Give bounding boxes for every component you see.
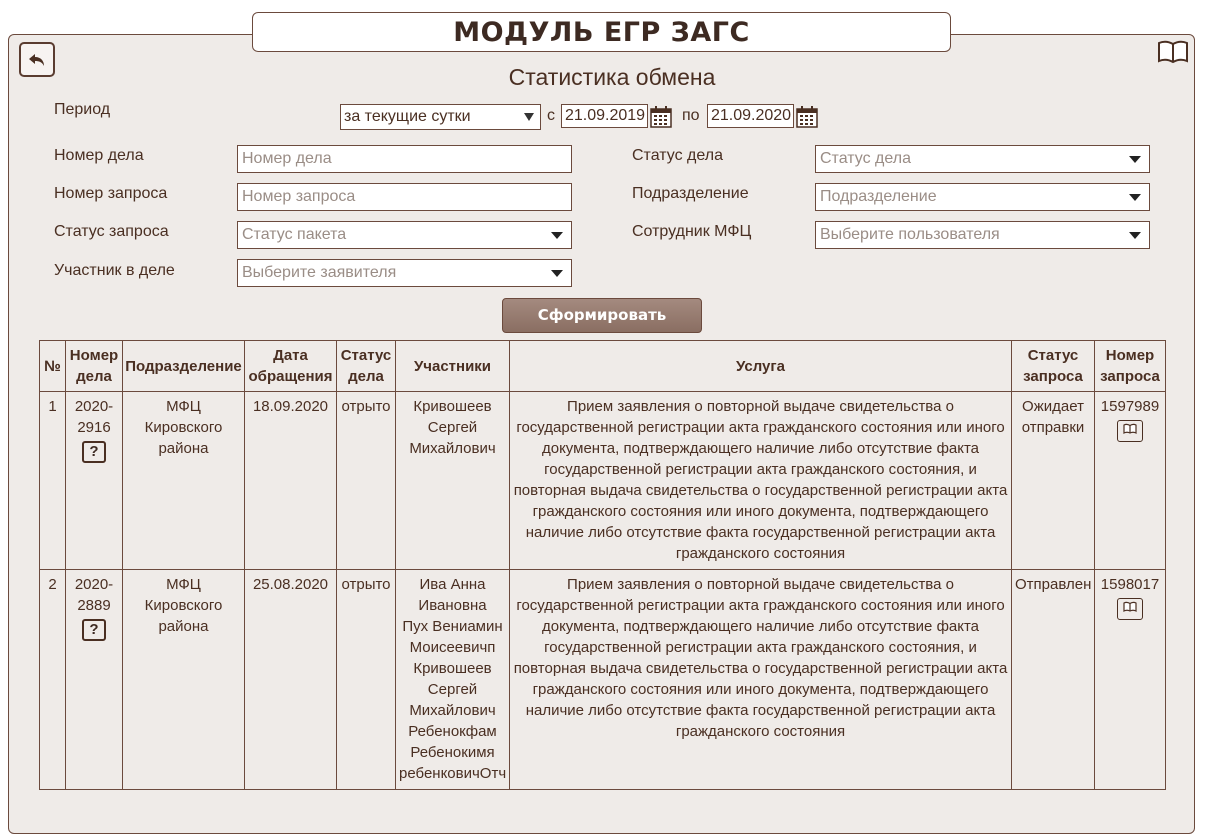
- participant-line: Сергей: [427, 419, 478, 436]
- participant-line: Ивановна: [418, 597, 487, 614]
- period-label: Период: [54, 101, 111, 118]
- header-case-number: Номер дела: [66, 341, 123, 392]
- table-header-row: [40, 341, 1166, 392]
- cell-division: МФЦ Кировского района: [123, 570, 245, 790]
- participant-line: Кривошеев: [413, 660, 492, 677]
- period-select[interactable]: за текущие сутки: [340, 104, 541, 130]
- book-icon: [1123, 423, 1137, 434]
- cell-num: 2: [40, 570, 66, 790]
- case-number-text: 2020-2916: [74, 398, 114, 436]
- cell-request-number: [1095, 570, 1166, 790]
- participant-line: Ребенокфам: [408, 723, 497, 740]
- participant-line: Ребенокимя: [410, 744, 495, 761]
- cell-case-status: отрыто: [337, 570, 396, 790]
- to-date-input[interactable]: 21.09.2020: [707, 104, 794, 128]
- participant-line: Ива Анна: [419, 576, 486, 593]
- header-num: №: [40, 341, 66, 392]
- table-row: [40, 570, 1166, 790]
- question-icon[interactable]: ?: [82, 441, 106, 463]
- header-division: Подразделение: [123, 341, 245, 392]
- participant-label: Участник в деле: [54, 262, 175, 279]
- header-request-status: Статус запроса: [1012, 341, 1095, 392]
- book-icon: [1156, 38, 1190, 66]
- participant-select[interactable]: Выберите заявителя: [237, 259, 572, 287]
- cell-participants: [396, 392, 510, 570]
- participant-line: Моисеевичп: [409, 639, 496, 656]
- header-request-number: Номер запроса: [1095, 341, 1166, 392]
- help-book-button[interactable]: [1156, 38, 1190, 66]
- case-status-select[interactable]: Статус дела: [815, 145, 1150, 173]
- cell-date: 25.08.2020: [245, 570, 337, 790]
- header-service: Услуга: [510, 341, 1012, 392]
- cell-service: Прием заявления о повторной выдаче свидетельства о государственной регистрации акта гражданского состояния или иного документа, подтверждающего наличие либо отсутствие факта государственной регистрации акта гражданского состояния, и повторная выдача свидетельства о государственной регистрации акта гражданского состояния или иного документа, подтверждающего наличие либо отсутствие факта государственной регистрации акта гражданского состояния: [510, 392, 1012, 570]
- cell-case-number: [66, 392, 123, 570]
- header-date: Дата обращения: [245, 341, 337, 392]
- employee-select[interactable]: Выберите пользователя: [815, 221, 1150, 249]
- participant-line: ребенковичОтч: [399, 765, 507, 782]
- cell-num: 1: [40, 392, 66, 570]
- case-number-input[interactable]: Номер дела: [237, 145, 572, 173]
- page-title: Статистика обмена: [508, 64, 716, 90]
- cell-division: МФЦ Кировского района: [123, 392, 245, 570]
- participant-line: Михайлович: [409, 440, 496, 457]
- cell-request-status: Ожидает отправки: [1012, 392, 1095, 570]
- cell-request-number: [1095, 392, 1166, 570]
- table-row: [40, 392, 1166, 570]
- submit-button[interactable]: Сформировать: [502, 298, 702, 333]
- cell-case-status: отрыто: [337, 392, 396, 570]
- calendar-icon[interactable]: [796, 106, 818, 128]
- case-number-label: Номер дела: [54, 147, 144, 164]
- cell-date: 18.09.2020: [245, 392, 337, 570]
- from-label: с: [547, 107, 555, 124]
- participant-line: Пух Вениамин: [402, 618, 503, 635]
- open-request-button[interactable]: [1117, 420, 1143, 442]
- request-status-label: Статус запроса: [54, 223, 169, 240]
- request-number-text: 1598017: [1100, 576, 1160, 593]
- app-header: [252, 12, 951, 52]
- cell-request-status: Отправлен: [1012, 570, 1095, 790]
- case-status-label: Статус дела: [632, 147, 723, 164]
- case-number-text: 2020-2889: [74, 576, 114, 614]
- header-case-status: Статус дела: [337, 341, 396, 392]
- cell-participants: [396, 570, 510, 790]
- division-label: Подразделение: [632, 185, 749, 202]
- cell-case-number: [66, 570, 123, 790]
- book-icon: [1123, 601, 1137, 612]
- request-number-label: Номер запроса: [54, 185, 168, 202]
- to-label: по: [682, 107, 700, 124]
- participant-line: Кривошеев: [413, 398, 492, 415]
- request-number-input[interactable]: Номер запроса: [237, 183, 572, 211]
- calendar-icon[interactable]: [650, 106, 672, 128]
- participant-line: Михайлович: [409, 702, 496, 719]
- header-participants: Участники: [396, 341, 510, 392]
- results-table: [39, 340, 1166, 790]
- cell-service: Прием заявления о повторной выдаче свидетельства о государственной регистрации акта гражданского состояния или иного документа, подтверждающего наличие либо отсутствие факта государственной регистрации акта гражданского состояния, и повторная выдача свидетельства о государственной регистрации акта гражданского состояния или иного документа, подтверждающего наличие либо отсутствие факта государственной регистрации акта гражданского состояния: [510, 570, 1012, 790]
- open-request-button[interactable]: [1117, 598, 1143, 620]
- employee-label: Сотрудник МФЦ: [632, 223, 752, 240]
- question-icon[interactable]: ?: [82, 619, 106, 641]
- request-status-select[interactable]: Статус пакета: [237, 221, 572, 249]
- request-number-text: 1597989: [1100, 398, 1160, 415]
- app-title: МОДУЛЬ ЕГР ЗАГС: [453, 17, 750, 48]
- division-select[interactable]: Подразделение: [815, 183, 1150, 211]
- from-date-input[interactable]: 21.09.2019: [561, 104, 648, 128]
- participant-line: Сергей: [427, 681, 478, 698]
